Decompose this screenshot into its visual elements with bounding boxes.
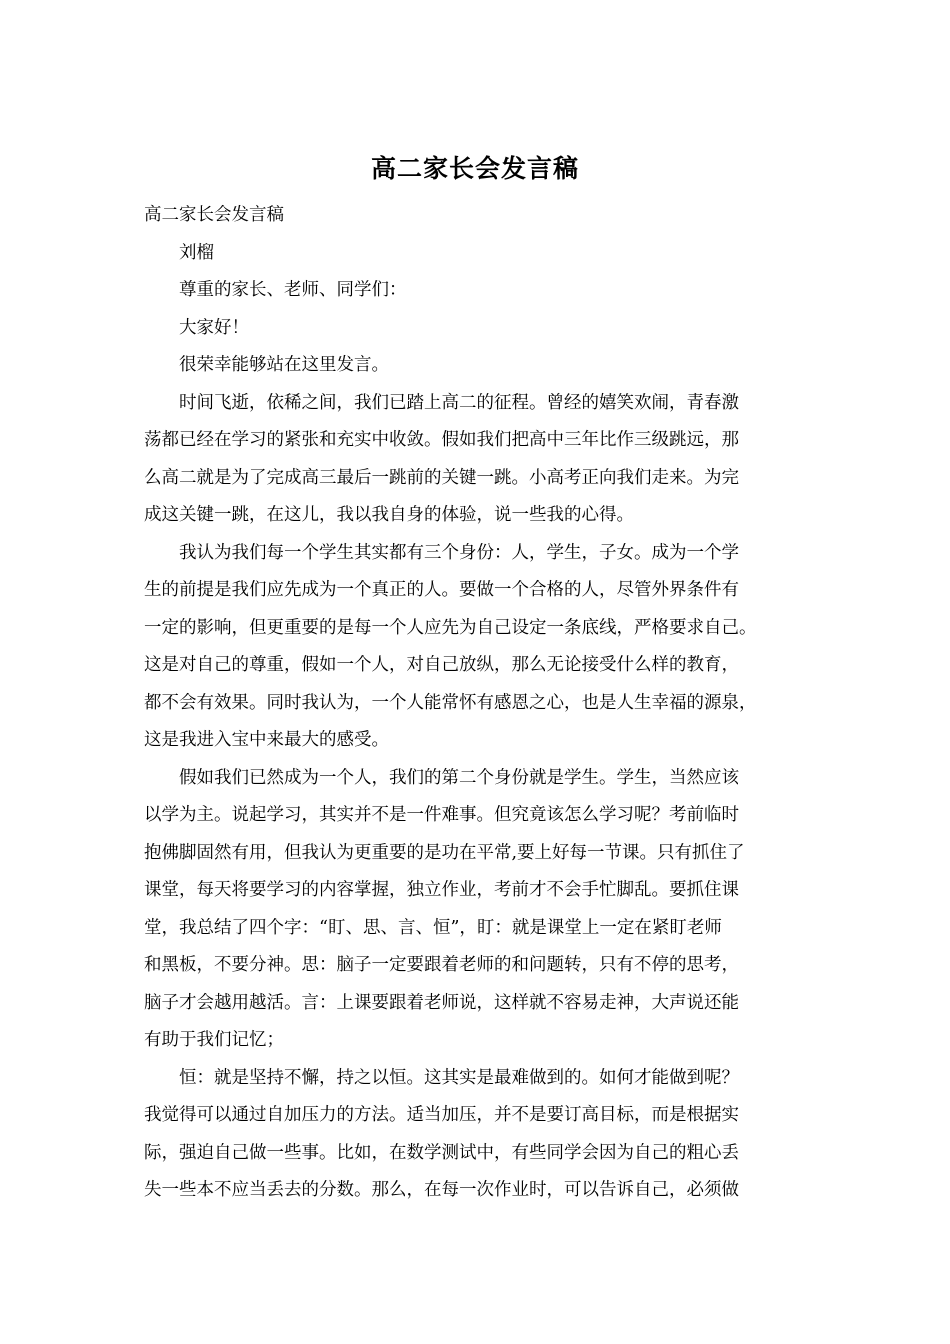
paragraph <box>144 347 824 385</box>
text-line: 课堂，每天将要学习的内容掌握，独立作业，考前才不会手忙脚乱。要抓住课 <box>144 880 739 900</box>
text-line: 堂，我总结了四个字：“盯、思、言、恒”，盯：就是课堂上一定在紧盯老师 <box>144 917 722 938</box>
text-line: 成这关键一跳，在这儿，我以我自身的体验，说一些我的心得。 <box>144 505 634 525</box>
paragraph <box>144 760 824 1060</box>
text-line: 刘榴 <box>179 242 214 263</box>
text-line: 以学为主。说起学习，其实并不是一件难事。但究竟该怎么学习呢？考前临时 <box>144 805 739 825</box>
paragraph <box>144 310 824 348</box>
paragraph <box>144 197 824 235</box>
text-line: 荡都已经在学习的紧张和充实中收敛。假如我们把高中三年比作三级跳远，那 <box>144 430 739 450</box>
text-line: 这是对自己的尊重，假如一个人，对自己放纵，那么无论接受什么样的教育， <box>144 655 739 675</box>
document-title: 高二家长会发言稿 <box>370 154 579 183</box>
text-line: 脑子才会越用越活。言：上课要跟着老师说，这样就不容易走神，大声说还能 <box>144 992 739 1013</box>
text-line: 大家好！ <box>179 317 249 338</box>
text-line: 和黑板，不要分神。思：脑子一定要跟着老师的和问题转，只有不停的思考， <box>144 955 739 975</box>
text-line: 高二家长会发言稿 <box>144 205 284 225</box>
paragraph <box>144 272 824 310</box>
text-line: 生的前提是我们应先成为一个真正的人。要做一个合格的人，尽管外界条件有 <box>144 580 739 600</box>
document-body <box>144 197 824 1210</box>
text-line: 一定的影响，但更重要的是每一个人应先为自己设定一条底线，严格要求自己。 <box>144 617 757 638</box>
paragraph <box>144 535 824 760</box>
text-line: 我觉得可以通过自加压力的方法。适当加压，并不是要订高目标，而是根据实 <box>144 1105 739 1125</box>
text-line: 有助于我们记忆； <box>144 1030 284 1050</box>
text-line: 假如我们已然成为一个人，我们的第二个身份就是学生。学生，当然应该 <box>179 767 739 788</box>
text-line: 时间飞逝，依稀之间，我们已踏上高二的征程。曾经的嬉笑欢闹，青春激 <box>179 392 739 413</box>
text-line: 恒：就是坚持不懈，持之以恒。这其实是最难做到的。如何才能做到呢？ <box>179 1067 739 1088</box>
text-line: 这是我进入宝中来最大的感受。 <box>144 730 389 750</box>
paragraph <box>144 385 824 535</box>
text-line: 抱佛脚固然有用，但我认为更重要的是功在平常,要上好每一节课。只有抓住了 <box>144 842 745 863</box>
text-line: 际，强迫自己做一些事。比如，在数学测试中，有些同学会因为自己的粗心丢 <box>144 1142 739 1163</box>
paragraph <box>144 1060 824 1210</box>
text-line: 么高二就是为了完成高三最后一跳前的关键一跳。小高考正向我们走来。为完 <box>144 467 739 488</box>
text-line: 尊重的家长、老师、同学们： <box>179 280 407 300</box>
text-line: 很荣幸能够站在这里发言。 <box>179 355 389 375</box>
paragraph <box>144 235 824 273</box>
text-line: 失一些本不应当丢去的分数。那么，在每一次作业时，可以告诉自己，必须做 <box>144 1180 739 1200</box>
text-line: 都不会有效果。同时我认为，一个人能常怀有感恩之心，也是人生幸福的源泉， <box>144 692 757 713</box>
text-line: 我认为我们每一个学生其实都有三个身份：人，学生，子女。成为一个学 <box>179 542 739 563</box>
